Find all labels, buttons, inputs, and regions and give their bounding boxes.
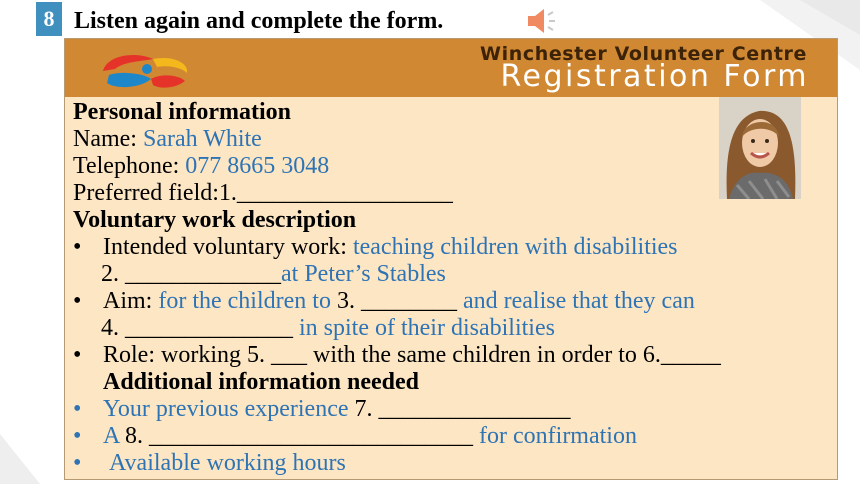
- bullet: •: [73, 288, 82, 314]
- additional-information-heading: Additional information needed: [103, 369, 420, 395]
- bullet: •: [73, 450, 82, 476]
- bullet: •: [73, 423, 82, 449]
- speaker-icon[interactable]: [526, 6, 558, 36]
- logo-hands-icon: [95, 45, 195, 93]
- bullet: •: [73, 342, 82, 368]
- a8-blank: 8. ___________________________: [119, 423, 474, 449]
- registration-form: [64, 38, 838, 480]
- aim-value-1: for the children to: [158, 288, 331, 314]
- hours-value: Available working hours: [109, 450, 346, 476]
- intended-label: Intended voluntary work:: [103, 234, 353, 260]
- aim-label: Aim:: [103, 288, 159, 314]
- a8-value-2: for confirmation: [473, 423, 637, 449]
- blank-2-value: at Peter’s Stables: [281, 261, 446, 287]
- experience-row: [73, 396, 571, 423]
- decorative-corner-bottom-left: [0, 424, 40, 484]
- telephone-label: Telephone:: [73, 153, 186, 179]
- hours-row: [73, 450, 346, 477]
- blank-4-row: [101, 315, 555, 342]
- role-row: [73, 342, 721, 369]
- a8-row: [73, 423, 637, 450]
- aim-value-2: and realise that they can: [456, 288, 695, 314]
- role-text: Role: working 5. ___ with the same children in order to 6._____: [103, 342, 721, 368]
- aim-row: [73, 288, 695, 315]
- experience-blank: 7. ________________: [348, 396, 571, 422]
- blank-2: 2. _____________: [101, 261, 281, 287]
- name-row: [73, 126, 262, 153]
- personal-information-heading: Personal information: [73, 99, 291, 125]
- centre-name: Winchester Volunteer Centre: [480, 43, 807, 65]
- aim-blank-3: 3. ________: [330, 288, 457, 314]
- exercise-number-badge: 8: [36, 2, 62, 36]
- bullet: •: [73, 396, 82, 422]
- exercise-instruction: Listen again and complete the form.: [74, 8, 444, 34]
- voluntary-work-heading: Voluntary work description: [73, 207, 357, 233]
- a8-value: A: [103, 423, 120, 449]
- intended-work-row: [73, 234, 678, 261]
- blank-4-value: in spite of their disabilities: [293, 315, 555, 341]
- blank-2-row: [101, 261, 446, 288]
- preferred-field-row: Preferred field:1.__________________: [73, 180, 453, 206]
- name-label: Name:: [73, 126, 143, 152]
- form-title: Registration Form: [500, 59, 809, 94]
- name-value: Sarah White: [142, 126, 262, 152]
- telephone-row: [73, 153, 329, 180]
- bullet: •: [73, 234, 82, 260]
- blank-4: 4. ______________: [101, 315, 293, 341]
- telephone-value: 077 8665 3048: [185, 153, 330, 179]
- form-header: [65, 39, 837, 97]
- experience-value: Your previous experience: [103, 396, 349, 422]
- intended-value: teaching children with disabilities: [352, 234, 678, 260]
- applicant-photo: [719, 97, 801, 199]
